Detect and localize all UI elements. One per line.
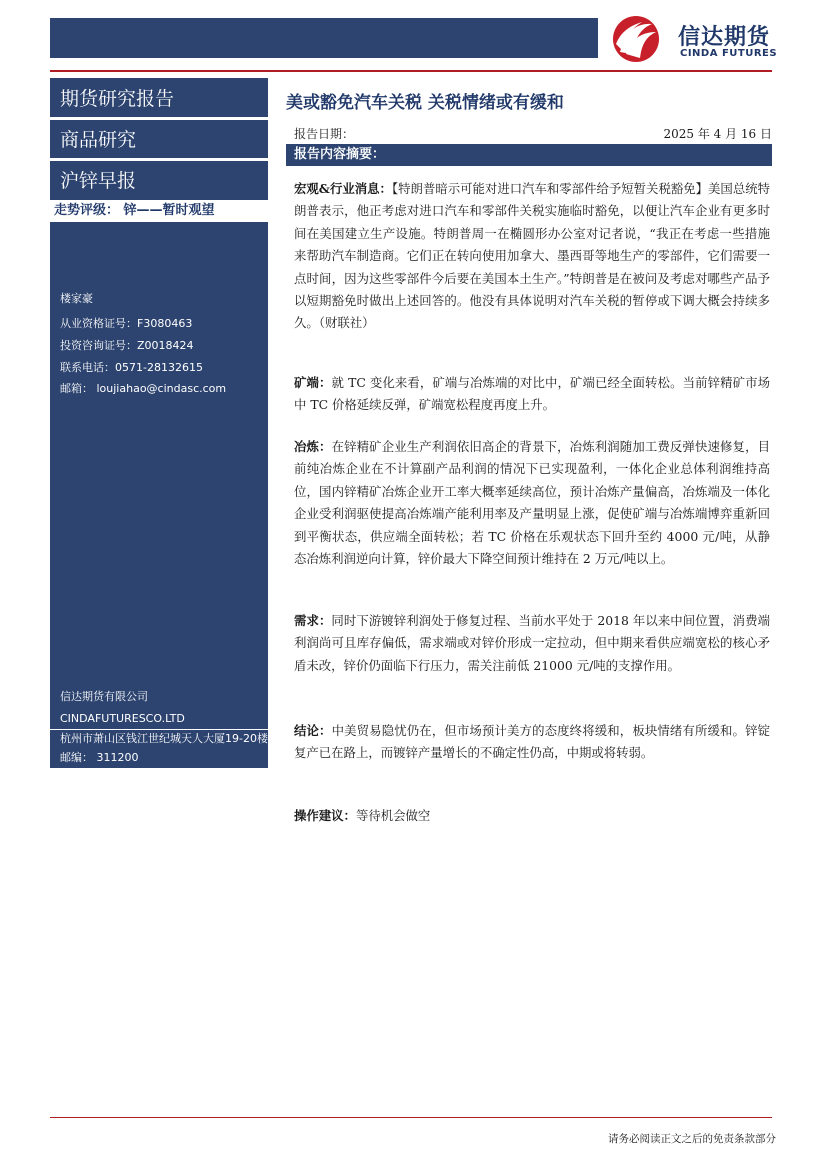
- header-divider: [50, 70, 772, 72]
- paragraph-text: 等待机会做空: [355, 808, 431, 823]
- analyst-phone: 联系电话：0571-28132615: [60, 361, 203, 374]
- paragraph-conclusion: [294, 720, 770, 765]
- report-name: 沪锌早报: [60, 170, 137, 192]
- paragraph-smelting: [294, 436, 770, 570]
- analyst-consulting: 投资咨询证号：Z0018424: [60, 339, 194, 352]
- paragraph-label: 冶炼：: [294, 439, 332, 454]
- report-type: 期货研究报告: [60, 88, 175, 110]
- sidebar-divider: [50, 158, 268, 161]
- logo-text-cn: 信达期货: [678, 25, 771, 50]
- company-address: 杭州市萧山区钱江世纪城天人大厦19-20楼: [60, 732, 268, 745]
- analyst-qualification: 从业资格证号：F3080463: [60, 317, 193, 330]
- paragraph-label: 需求：: [294, 613, 332, 628]
- cinda-logo-icon: [606, 14, 666, 64]
- paragraph-mine: [294, 372, 770, 417]
- paragraph-macro: [294, 178, 770, 335]
- page-title: 美或豁免汽车关税 关税情绪或有缓和: [286, 93, 564, 113]
- paragraph-label: 结论：: [294, 723, 332, 738]
- paragraph-text: 就 TC 变化来看，矿端与冶炼端的对比中，矿端已经全面转松。当前锌精矿市场中 TC 价格延续反弹，矿端宽松程度再度上升。: [294, 375, 771, 413]
- report-date: 2025 年 4 月 16 日: [663, 127, 772, 141]
- summary-label: 报告内容摘要：: [294, 147, 386, 162]
- sidebar: [50, 78, 268, 768]
- report-date-label: 报告日期：: [294, 127, 355, 141]
- paragraph-text: 中美贸易隐忧仍在，但市场预计美方的态度终将缓和，板块情绪有所缓和。锌锭复产已在路上，而镀锌产量增长的不确定性仍高，中期或将转弱。: [294, 723, 771, 761]
- company-name-en: CINDAFUTURESCO.LTD: [60, 712, 185, 725]
- rating-text: 走势评级： 锌——暂时观望: [54, 203, 215, 218]
- logo-text-en: CINDA FUTURES: [680, 48, 778, 59]
- paragraph-text: 同时下游镀锌利润处于修复过程、当前水平处于 2018 年以来中间位置，消费端利润尚可且库存偏低，需求端或对锌价形成一定拉动，但中期来看供应端宽松的核心矛盾未改，锌价仍面临下行压力，需关注前低 21000 元/吨的支撑作用。: [294, 613, 770, 673]
- footer-divider: [50, 1117, 772, 1118]
- paragraph-suggestion: [294, 805, 770, 827]
- paragraph-text: 在锌精矿企业生产利润依旧高企的背景下，冶炼利润随加工费反弹快速修复，目前纯冶炼企业在不计算副产品利润的情况下已实现盈利，一体化企业总体利润维持高位，国内锌精矿冶炼企业开工率大概率延续高位，预计冶炼产量偏高，冶炼端及一体化企业受利润驱使提高冶炼端产能利用率及产量明显上涨，促使矿端与冶炼端博弈重新回到平衡状态，供应端全面转松；若 TC 价格在乐观状态下回升至约 4000 元/吨，从静态冶炼利润逆向计算，锌价最大下降空间预计维持在 2 万元/吨以上。: [294, 439, 771, 567]
- sidebar-divider: [50, 117, 268, 120]
- paragraph-label: 操作建议：: [294, 808, 356, 823]
- disclaimer-note: 请务必阅读正文之后的免责条款部分: [608, 1133, 776, 1145]
- paragraph-demand: [294, 610, 770, 677]
- paragraph-label: 宏观&行业消息：: [294, 181, 392, 196]
- report-category: 商品研究: [60, 129, 137, 151]
- paragraph-label: 矿端：: [294, 375, 332, 390]
- company-name-cn: 信达期货有限公司: [60, 690, 148, 703]
- analyst-name: 楼家豪: [60, 292, 93, 305]
- paragraph-text: 【特朗普暗示可能对进口汽车和零部件给予短暂关税豁免】美国总统特朗普表示，他正考虑对进口汽车和零部件关税实施临时豁免，以便让汽车企业有更多时间在美国建立生产设施。特朗普周一在椭圆形办公室对记者说，“我正在考虑一些措施来帮助汽车制造商。它们正在转向使用加拿大、墨西哥等地生产的零部件，它们需要一点时间，因为这些零部件今后要在美国本土生产。”特朗普是在被问及考虑对哪些产品予以短期豁免时做出上述回答的。他没有具体说明对汽车关税的暂停或下调大概会持续多久。（财联社）: [294, 181, 771, 331]
- sidebar-divider: [50, 729, 268, 730]
- company-postcode: 邮编： 311200: [60, 751, 139, 764]
- top-banner: [50, 18, 598, 58]
- summary-header: [286, 144, 772, 166]
- rating-bar: [50, 200, 268, 222]
- company-logo: [606, 14, 806, 64]
- analyst-email[interactable]: 邮箱： loujiahao@cindasc.com: [60, 382, 227, 395]
